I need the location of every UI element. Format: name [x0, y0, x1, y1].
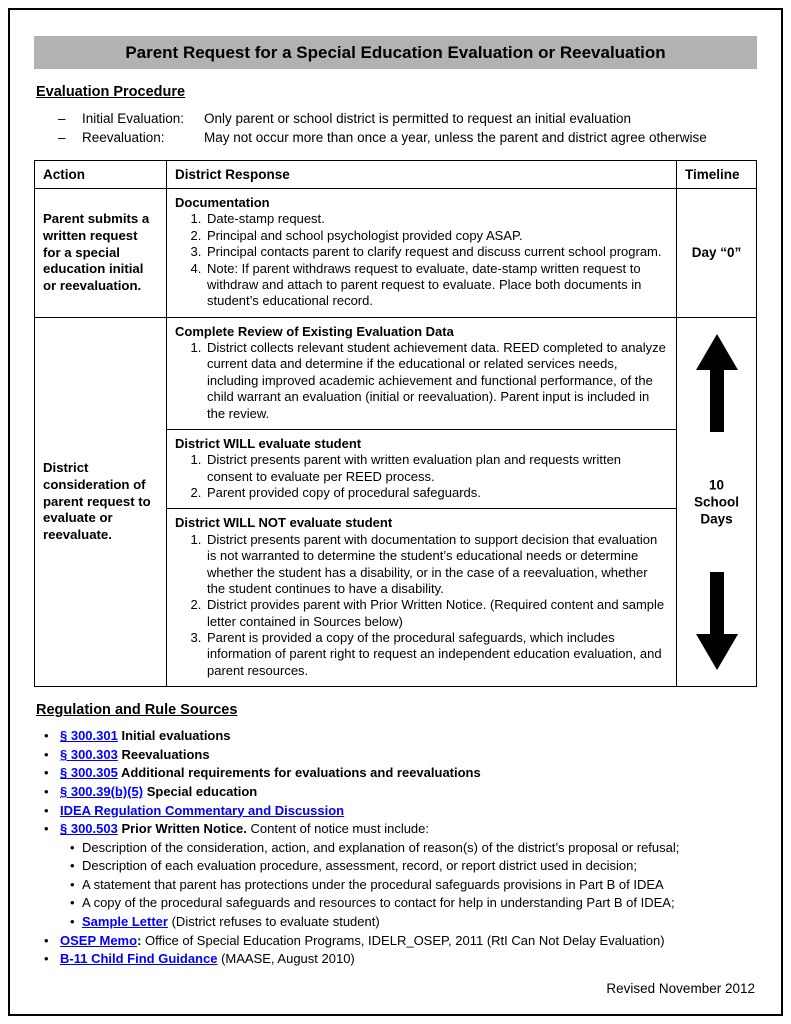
source-item [40, 727, 757, 746]
procedure-item-text: May not occur more than once a year, unless the parent and district agree otherwise [204, 130, 707, 145]
source-link-osep-memo[interactable]: OSEP Memo [60, 932, 138, 948]
source-link-300-503[interactable]: § 300.503 [60, 821, 118, 837]
source-sub-text: Description of the consideration, action, and explanation of reason(s) of the district’s proposal or refusal; [82, 839, 680, 855]
procedure-item-label: Reevaluation: [82, 130, 165, 145]
column-header-timeline: Timeline [677, 161, 757, 189]
list-item: 4. Note: If parent withdraws request to evaluate, date-stamp written request to withdraw and attach to parent request to evaluate. Place both documents in student’s educational record. [205, 261, 668, 310]
list-item: 1. Date-stamp request. [205, 211, 668, 227]
source-item [40, 932, 757, 951]
dash-icon: – [58, 111, 66, 126]
list-item: 3. Parent is provided a copy of the procedural safeguards, which includes information of parent right to request an independent education evaluation, and parent resources. [205, 630, 668, 679]
page-title: Parent Request for a Special Education Evaluation or Reevaluation [34, 36, 757, 69]
source-item [40, 950, 757, 969]
source-link-300-303[interactable]: § 300.303 [60, 746, 118, 762]
bullet-icon: • [44, 932, 49, 948]
timeline-days-label [677, 476, 756, 527]
evaluation-procedure-heading: Evaluation Procedure [36, 84, 186, 100]
list-item: 2. District provides parent with Prior Written Notice. (Required content and sample letter contained in Sources below) [205, 597, 668, 630]
dash-icon: – [58, 130, 66, 145]
source-item [40, 802, 757, 821]
source-text: Office of Special Education Programs, IDELR_OSEP, 2011 (RtI Can Not Delay Evaluation) [141, 932, 665, 948]
bullet-icon: • [70, 914, 75, 930]
column-header-district-response: District Response [167, 161, 677, 189]
source-link-b11-child-find[interactable]: B-11 Child Find Guidance [60, 951, 218, 967]
procedure-table [34, 160, 757, 687]
bullet-icon: • [44, 783, 49, 799]
source-sub-item [66, 876, 757, 895]
column-header-action: Action [35, 161, 167, 189]
bullet-icon: • [44, 802, 49, 818]
source-item [40, 783, 757, 802]
will-evaluate-list [175, 452, 668, 501]
procedure-item-label: Initial Evaluation: [82, 111, 185, 126]
source-item [40, 764, 757, 783]
source-bold-text: Initial evaluations [117, 728, 231, 744]
source-sub-item [66, 857, 757, 876]
source-bold-text: Prior Written Notice. [117, 821, 247, 837]
list-item: 3. Principal contacts parent to clarify request and discuss current school program. [205, 244, 668, 260]
response-cell-documentation [167, 189, 677, 318]
source-bold-text: Special education [143, 783, 258, 799]
response-section-reed-review [167, 318, 676, 430]
response-section-will-evaluate [167, 430, 676, 510]
source-item [40, 746, 757, 765]
response-section-title: Complete Review of Existing Evaluation Data [175, 323, 454, 339]
bullet-icon: • [70, 876, 75, 892]
reed-review-list [175, 340, 668, 422]
list-item: 1. District presents parent with documentation to support decision that evaluation is not warranted to determine the student’s educational needs or determine whether the student has a disability, or in the case of a reevaluation, whether the student continues to have a disability. [205, 532, 668, 598]
response-section-title: Documentation [175, 195, 270, 210]
response-cell-consideration [167, 317, 677, 687]
response-section-will-not-evaluate [167, 509, 676, 686]
timeline-down-arrow-icon [696, 572, 738, 670]
source-sub-text: (District refuses to evaluate student) [167, 914, 380, 930]
bullet-icon: • [70, 895, 75, 911]
will-not-evaluate-list [175, 532, 668, 679]
bullet-icon: • [44, 765, 49, 781]
source-bold-text: Additional requirements for evaluations and reevaluations [117, 765, 481, 781]
procedure-item-text: Only parent or school district is permitted to request an initial evaluation [204, 111, 631, 126]
regulation-sources-heading: Regulation and Rule Sources [36, 702, 238, 719]
source-sub-item [66, 894, 757, 913]
source-bold-text: : [137, 932, 142, 948]
timeline-cell-ten-days [677, 317, 757, 687]
source-text: (MAASE, August 2010) [217, 951, 355, 967]
procedure-item-initial [58, 109, 757, 128]
source-link-300-305[interactable]: § 300.305 [60, 765, 118, 781]
source-sub-text: A copy of the procedural safeguards and resources to contact for help in understanding Part B of IDEA; [82, 895, 675, 911]
source-link-sample-letter[interactable]: Sample Letter [82, 914, 168, 930]
timeline-cell-day-zero: Day “0” [677, 189, 757, 318]
timeline-line: Days [700, 511, 733, 527]
revision-date: Revised November 2012 [606, 980, 755, 996]
action-cell-parent-request: Parent submits a written request for a special education initial or reevaluation. [35, 189, 167, 318]
source-link-300-301[interactable]: § 300.301 [60, 728, 118, 744]
sources-list [34, 727, 757, 969]
bullet-icon: • [70, 839, 75, 855]
procedure-item-reevaluation [58, 128, 757, 147]
source-sub-text: A statement that parent has protections under the procedural safeguards provisions in Part B of IDEA [82, 876, 664, 892]
source-item [40, 820, 757, 839]
source-bold-text: Reevaluations [117, 746, 210, 762]
bullet-icon: • [44, 746, 49, 762]
table-row [35, 317, 757, 687]
timeline-line: 10 [708, 477, 725, 493]
table-header-row [35, 161, 757, 189]
source-sub-text: Description of each evaluation procedure, assessment, record, or report district used in decision; [82, 858, 637, 874]
source-link-idea-commentary[interactable]: IDEA Regulation Commentary and Discussion [60, 802, 345, 818]
response-section-title: District WILL NOT evaluate student [175, 515, 393, 531]
document-page [8, 8, 783, 1016]
timeline-up-arrow-icon [696, 334, 738, 432]
action-cell-district-consideration: District consideration of parent request to evaluate or reevaluate. [35, 317, 167, 687]
bullet-icon: • [44, 821, 49, 837]
list-item: 2. Parent provided copy of procedural safeguards. [205, 485, 668, 501]
list-item: 1. District collects relevant student achievement data. REED completed to analyze current data and determine if the educational or related services needs, including improved academic achievement and functional performance, of the child warrant an evaluation (initial or reevaluation). Parent input is included in the review. [205, 340, 668, 422]
source-link-300-39b5[interactable]: § 300.39(b)(5) [60, 783, 144, 799]
bullet-icon: • [44, 728, 49, 744]
list-item: 2. Principal and school psychologist provided copy ASAP. [205, 228, 668, 244]
bullet-icon: • [44, 951, 49, 967]
list-item: 1. District presents parent with written evaluation plan and requests written consent to evaluate per REED process. [205, 452, 668, 485]
source-text: Content of notice must include: [246, 821, 430, 837]
timeline-line: School [693, 494, 739, 510]
bullet-icon: • [70, 858, 75, 874]
source-sub-item [66, 913, 757, 932]
response-section-title: District WILL evaluate student [175, 435, 362, 451]
source-sub-item [66, 839, 757, 858]
documentation-list [175, 211, 668, 309]
table-row [35, 189, 757, 318]
